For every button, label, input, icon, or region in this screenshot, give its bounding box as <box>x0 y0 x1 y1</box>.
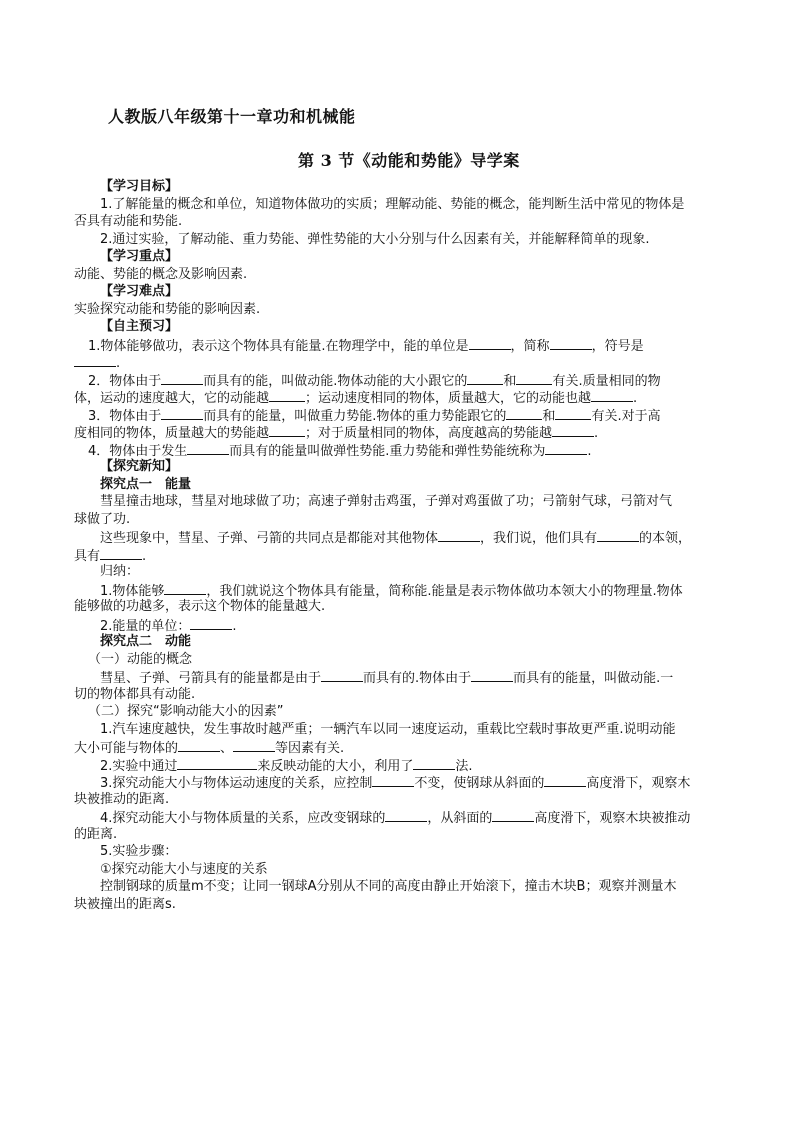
text-run: 法. <box>455 758 473 773</box>
point1-para1-cont: 球做了功. <box>74 511 131 527</box>
point2-heading: 探究点二 动能 <box>100 634 192 649</box>
preview-heading: 【自主预习】 <box>100 319 179 334</box>
answer-blank[interactable] <box>516 371 552 385</box>
point1-para2 <box>74 528 724 546</box>
factors-heading: （二）探究“影响动能大小的因素” <box>88 704 284 719</box>
text-run: 1.物体能够做功，表示这个物体具有能量.在物理学中，能的单位是 <box>88 338 469 353</box>
text-run: 和 <box>503 373 517 388</box>
kinetic-concept-text-cont: 切的物体都具有动能. <box>74 686 196 702</box>
answer-blank[interactable] <box>100 546 142 560</box>
summary-item-1-cont: 能够做的功越多，表示这个物体的能量越大. <box>74 599 326 614</box>
text-run: 具有 <box>74 548 101 563</box>
answer-blank[interactable] <box>506 406 542 420</box>
answer-blank[interactable] <box>187 441 229 455</box>
text-run: . <box>142 548 147 563</box>
text-run: . <box>232 618 237 633</box>
point1-heading: 探究点一 能量 <box>100 476 192 492</box>
text-run: ，简称 <box>510 338 550 353</box>
text-run: 而具有的.物体由于 <box>363 671 472 686</box>
text-run: ，从斜面的 <box>427 811 493 826</box>
answer-blank[interactable] <box>178 738 220 752</box>
text-run: 、 <box>220 741 234 756</box>
answer-blank[interactable] <box>321 668 363 682</box>
text-run: 有关.对于高 <box>591 408 661 423</box>
preview-q1-cont <box>74 353 724 371</box>
text-run: 高度滑下，观察木 <box>586 776 691 791</box>
answer-blank[interactable] <box>164 581 206 595</box>
answer-blank[interactable] <box>177 756 257 770</box>
goals-item-1-cont: 否具有动能和势能. <box>74 214 183 229</box>
text-run: 大小可能与物体的 <box>74 741 179 756</box>
factors-item-3 <box>74 773 724 791</box>
text-run: ，我们说，他们具有 <box>480 531 598 546</box>
answer-blank[interactable] <box>269 388 305 402</box>
answer-blank[interactable] <box>372 773 414 787</box>
text-run: ；运动速度相同的物体，质量越大，它的动能也越 <box>305 391 592 406</box>
text-run: 的本领， <box>639 531 692 546</box>
text-run: 度相同的物体，质量越大的势能越 <box>74 426 270 441</box>
text-run: 等因素有关. <box>275 741 345 756</box>
text-run: 来反映动能的大小，利用了 <box>257 758 414 773</box>
text-run: 3．物体由于 <box>88 408 162 423</box>
text-run: 4．物体由于发生 <box>88 443 188 458</box>
goals-heading: 【学习目标】 <box>100 179 179 194</box>
factors-item-1: 1.汽车速度越快，发生事故时越严重；一辆汽车以同一速度运动，重载比空载时事故更严重.说明动能 <box>100 721 676 737</box>
answer-blank[interactable] <box>555 406 591 420</box>
text-run: ，我们就说这个物体具有能量，简称能.能量是表示物体做功本领大小的物理量.物体 <box>206 583 683 598</box>
text-run: 体，运动的速度越大，它的动能越 <box>74 391 270 406</box>
text-run: 4.探究动能大小与物体质量的关系，应改变钢球的 <box>100 811 386 826</box>
answer-blank[interactable] <box>550 336 592 350</box>
text-run: ，符号是 <box>591 338 644 353</box>
factors-item-4-cont: 的距离. <box>74 826 118 842</box>
answer-blank[interactable] <box>74 353 116 367</box>
text-run: 而具有的能，叫做动能.物体动能的大小跟它的 <box>203 373 468 388</box>
document-body <box>74 178 724 913</box>
text-run: . <box>587 443 592 458</box>
text-run: 而具有的能量叫做弹性势能.重力势能和弹性势能统称为 <box>229 443 546 458</box>
answer-blank[interactable] <box>471 668 513 682</box>
preview-q4 <box>74 441 724 459</box>
preview-q1 <box>74 336 724 354</box>
text-run: 有关.质量相同的物 <box>552 373 661 388</box>
text-run: 3.探究动能大小与物体运动速度的关系，应控制 <box>100 776 373 791</box>
goals-item-2: 2.通过实验，了解动能、重力势能、弹性势能的大小分别与什么因素有关，并能解释简单的现象. <box>100 231 650 247</box>
text-run: 2.能量的单位： <box>100 618 191 633</box>
answer-blank[interactable] <box>552 423 594 437</box>
answer-blank[interactable] <box>597 528 639 542</box>
text-run: 2．物体由于 <box>88 373 162 388</box>
focus-text: 动能、势能的概念及影响因素. <box>74 266 248 282</box>
point1-para1: 彗星撞击地球，彗星对地球做了功；高速子弹射击鸡蛋，子弹对鸡蛋做了功；弓箭射气球，弓箭对气 <box>100 494 673 509</box>
text-run: 彗星、子弹、弓箭具有的能量都是由于 <box>100 671 322 686</box>
answer-blank[interactable] <box>469 336 511 350</box>
document-title: 人教版八年级第十一章功和机械能 <box>108 107 356 126</box>
summary-item-1 <box>74 581 724 599</box>
text-run: 1.物体能够 <box>100 583 165 598</box>
point1-para2-cont <box>74 546 724 564</box>
answer-blank[interactable] <box>467 371 503 385</box>
kinetic-concept-text <box>74 668 724 686</box>
explore-heading: 【探究新知】 <box>100 459 179 474</box>
answer-blank[interactable] <box>492 808 534 822</box>
text-run: 这些现象中，彗星、子弹、弓箭的共同点是都能对其他物体 <box>100 531 439 546</box>
factors-item-1-cont <box>74 738 724 756</box>
preview-q2-cont <box>74 388 724 406</box>
text-run: . <box>116 356 121 371</box>
text-run: 高度滑下，观察木块被推动 <box>534 811 691 826</box>
answer-blank[interactable] <box>544 773 586 787</box>
text-run: 不变，使钢球从斜面的 <box>414 776 545 791</box>
text-run: 和 <box>542 408 556 423</box>
difficulty-heading: 【学习难点】 <box>100 284 179 299</box>
answer-blank[interactable] <box>161 406 203 420</box>
answer-blank[interactable] <box>190 616 232 630</box>
answer-blank[interactable] <box>591 388 633 402</box>
text-run: ；对于质量相同的物体，高度越高的势能越 <box>305 426 553 441</box>
answer-blank[interactable] <box>269 423 305 437</box>
factors-item-3-cont: 块被推动的距离. <box>74 791 170 807</box>
difficulty-text: 实验探究动能和势能的影响因素. <box>74 301 261 317</box>
preview-q3-cont <box>74 423 724 441</box>
answer-blank[interactable] <box>545 441 587 455</box>
kinetic-concept-heading: （一）动能的概念 <box>88 651 193 667</box>
text-run: 而具有的能量，叫做重力势能.物体的重力势能跟它的 <box>203 408 507 423</box>
factors-item-4 <box>74 808 724 826</box>
factors-item-5: 5.实验步骤： <box>100 844 178 859</box>
text-run: 而具有的能量，叫做动能.一 <box>513 671 674 686</box>
factors-item-2 <box>74 756 724 774</box>
text-run: . <box>594 426 599 441</box>
step-1-heading: ①探究动能大小与速度的关系 <box>100 861 268 877</box>
text-run: 2.实验中通过 <box>100 758 178 773</box>
answer-blank[interactable] <box>385 808 427 822</box>
summary-item-2 <box>74 616 724 634</box>
focus-heading: 【学习重点】 <box>100 249 179 264</box>
goals-item-1: 1.了解能量的概念和单位，知道物体做功的实质；理解动能、势能的概念，能判断生活中常见的物体是 <box>100 196 685 212</box>
answer-blank[interactable] <box>161 371 203 385</box>
answer-blank[interactable] <box>413 756 455 770</box>
step-1-text-cont: 块被撞出的距离s. <box>74 896 176 912</box>
preview-q2 <box>74 371 724 389</box>
text-run: . <box>633 391 638 406</box>
answer-blank[interactable] <box>233 738 275 752</box>
preview-q3 <box>74 406 724 424</box>
step-1-text: 控制钢球的质量m不变；让同一钢球A分别从不同的高度由静止开始滚下，撞击木块B；观察并测量木 <box>100 879 677 894</box>
summary-label: 归纳： <box>100 564 140 579</box>
lesson-title: 第 3 节《动能和势能》导学案 <box>298 151 520 170</box>
answer-blank[interactable] <box>438 528 480 542</box>
